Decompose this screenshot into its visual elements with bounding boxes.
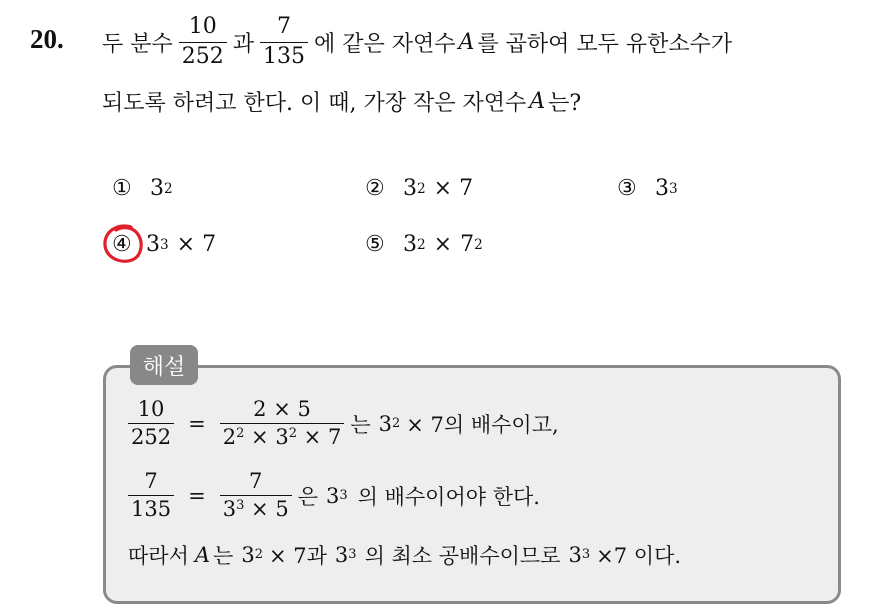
solution-row-1: $\frac{10}{252}$ = $\frac{2 \times 5}{2^2 \times 3^2 \times 7}$ 는 3 2 × 7의 배수이고, [128, 398, 559, 449]
choice-3-mark: ③ [617, 176, 637, 201]
fraction-2 [260, 15, 308, 68]
choice-3[interactable]: ③ 3 3 [617, 176, 678, 201]
power-base: 3 [568, 543, 582, 567]
choice-5-base-2: 7 [460, 232, 475, 257]
den-tail: × 7 [303, 425, 342, 450]
den-base-a: 3 [222, 497, 237, 522]
solution-row-1-rhs-fraction [220, 398, 345, 449]
choice-5-base: 3 [403, 232, 417, 257]
solution-row-1-lhs-fraction [128, 398, 174, 449]
question-line-2 [102, 86, 581, 117]
solution-text: 는 [350, 412, 371, 437]
solution-text: 의 최소 공배수이므로 [364, 544, 561, 568]
choice-2-times: × 7 [433, 176, 474, 201]
question-text: 는? [548, 91, 582, 116]
variable-a: A [194, 543, 211, 567]
lhs-denominator: 252 [128, 423, 174, 449]
question-line-1 [102, 10, 732, 74]
fraction-1 [179, 15, 227, 68]
solution-row-2-lhs-fraction [128, 470, 174, 521]
choice-1-base: 3 [150, 176, 164, 201]
choice-1[interactable]: ① 3 2 [112, 176, 173, 201]
solution-tag: 해설 [130, 345, 198, 385]
question-number: 20. [30, 24, 64, 54]
choice-5-mark: ⑤ [365, 232, 385, 257]
solution-text: 따라서 [128, 544, 189, 568]
choice-4-base: 3 [146, 232, 160, 257]
fraction-1-denominator: 252 [179, 42, 227, 69]
question-text: 되도록 하려고 한다. 이 때, 가장 작은 자연수 [102, 91, 527, 116]
choice-3-base: 3 [655, 176, 669, 201]
choice-2-base: 3 [403, 176, 417, 201]
choice-4-times: × 7 [176, 232, 217, 257]
question-text: 를 곱하여 모두 유한소수가 [477, 31, 733, 57]
solution-text: 는 [213, 544, 234, 568]
solution-text: × 7의 배수이고, [406, 412, 559, 437]
power-base: 3 [241, 543, 255, 567]
solution-text: 의 배수이어야 한다. [357, 484, 540, 509]
solution-row-2: $\frac{7}{135}$ = $\frac{7}{3^3 \times 5}$ 은 3 3 의 배수이어야 한다. [128, 470, 540, 521]
choice-5-times: × [433, 232, 453, 257]
lhs-numerator: 7 [144, 469, 158, 493]
den-base-a: 2 [222, 425, 237, 450]
power-base: 3 [378, 411, 392, 436]
solution-row-3: 따라서 A 는 3 2 × 7과 3 3 의 최소 공배수이므로 3 3 ×7 이다. [128, 540, 681, 570]
power-base: 3 [334, 543, 349, 567]
solution-text: 은 [297, 484, 318, 509]
den-tail: × 5 [251, 497, 289, 522]
question-text: 과 [232, 31, 255, 57]
equals-sign: = [188, 411, 206, 436]
variable-a: A [529, 89, 546, 114]
lhs-denominator: 135 [128, 495, 174, 521]
choice-4[interactable]: ④ 3 3 × 7 [112, 232, 217, 257]
den-exp-a: 3 [236, 497, 245, 513]
choice-2-mark: ② [365, 176, 385, 201]
fraction-2-numerator: 7 [277, 14, 292, 40]
den-base-b: 3 [275, 425, 289, 450]
power-base: 3 [325, 483, 340, 508]
solution-text: ×7 이다. [596, 544, 682, 568]
solution-text: × 7과 [268, 544, 327, 568]
equals-sign: = [188, 483, 206, 508]
fraction-1-numerator: 10 [188, 14, 217, 40]
variable-a: A [458, 29, 475, 55]
choice-4-mark: ④ [112, 232, 132, 257]
answer-circle-annotation [101, 222, 145, 266]
choice-1-mark: ① [112, 176, 132, 201]
den-exp-b: 2 [288, 425, 297, 441]
rhs-denominator: $2^2 \times 3^2 \times 7$ [220, 423, 345, 449]
fraction-2-denominator: 135 [260, 42, 308, 69]
den-exp-a: 2 [236, 425, 245, 441]
solution-row-2-rhs-fraction [220, 470, 292, 521]
rhs-denominator [220, 495, 292, 521]
rhs-numerator: 7 [249, 469, 263, 493]
rhs-numerator: 2 × 5 [253, 397, 311, 421]
question-text: 에 같은 자연수 [314, 31, 456, 57]
choice-2[interactable]: ② 3 2 × 7 [365, 176, 474, 201]
choice-5[interactable]: ⑤ 3 2 × 7 2 [365, 232, 483, 257]
lhs-numerator: 10 [137, 397, 165, 421]
question-text: 두 분수 [102, 31, 173, 57]
